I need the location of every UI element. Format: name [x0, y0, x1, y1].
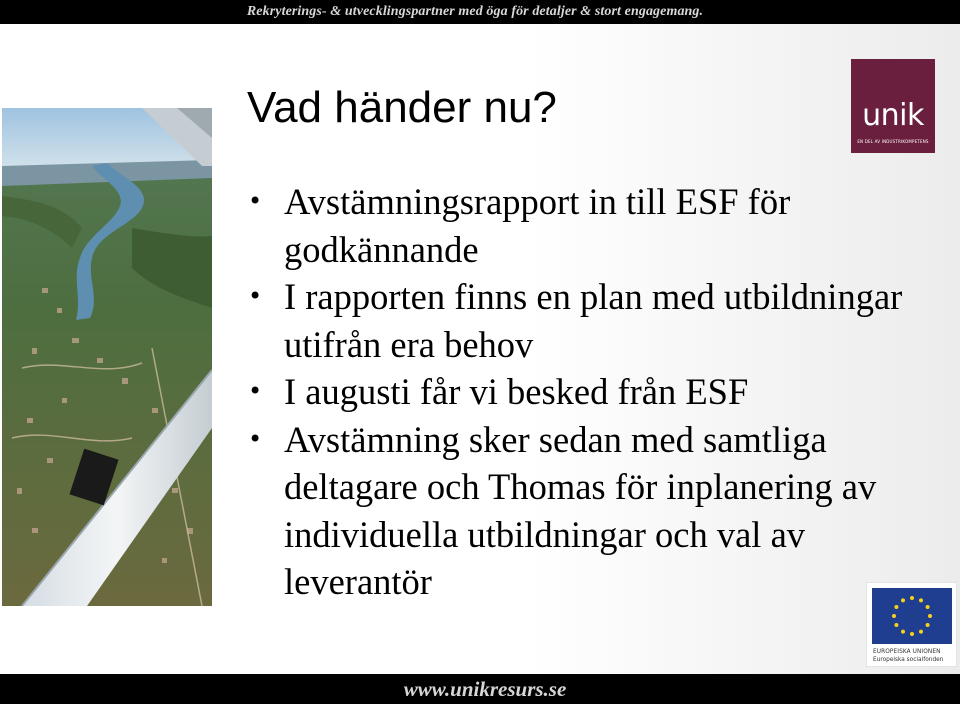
header-tagline-bar — [0, 0, 960, 24]
header-tagline: Rekryterings- & utvecklingspartner med öga för detaljer & stort engagemang. — [246, 4, 704, 19]
slide — [0, 24, 960, 674]
eu-flag-icon — [872, 588, 952, 644]
bullet-dot-icon: • — [248, 187, 263, 215]
slide-title: Vad händer nu? — [247, 83, 557, 132]
footer-bar — [0, 674, 960, 704]
bullet-item — [248, 273, 958, 368]
bullet-item — [248, 368, 958, 416]
bullet-text: I rapporten finns en plan med utbildningar utifrån era behov — [284, 276, 903, 365]
eu-logo-line2: Europeiska socialfonden — [873, 657, 944, 663]
unik-logo — [851, 59, 935, 153]
unik-logo-word: unik — [862, 98, 924, 133]
bullet-item — [248, 416, 958, 606]
bullet-dot-icon: • — [248, 377, 263, 405]
bullet-list — [248, 178, 958, 606]
bullet-dot-icon: • — [248, 282, 263, 310]
aerial-coast-photo — [2, 108, 212, 606]
footer-url: www.unikresurs.se — [403, 677, 567, 701]
bullet-dot-icon: • — [248, 424, 263, 453]
bullet-text: Avstämningsrapport in till ESF för godkännande — [284, 181, 791, 270]
eu-social-fund-logo — [866, 582, 957, 667]
bullet-item — [248, 178, 958, 273]
eu-logo-line1: EUROPEISKA UNIONEN — [873, 649, 941, 655]
unik-logo-subtitle: EN DEL AV INDUSTRIKOMPETENS — [857, 139, 929, 144]
bullet-text: I augusti får vi besked från ESF — [284, 371, 749, 412]
bullet-text: Avstämning sker sedan med samtliga deltagare och Thomas för inplanering av individuella utbildningar och val av leverantör — [284, 418, 877, 602]
